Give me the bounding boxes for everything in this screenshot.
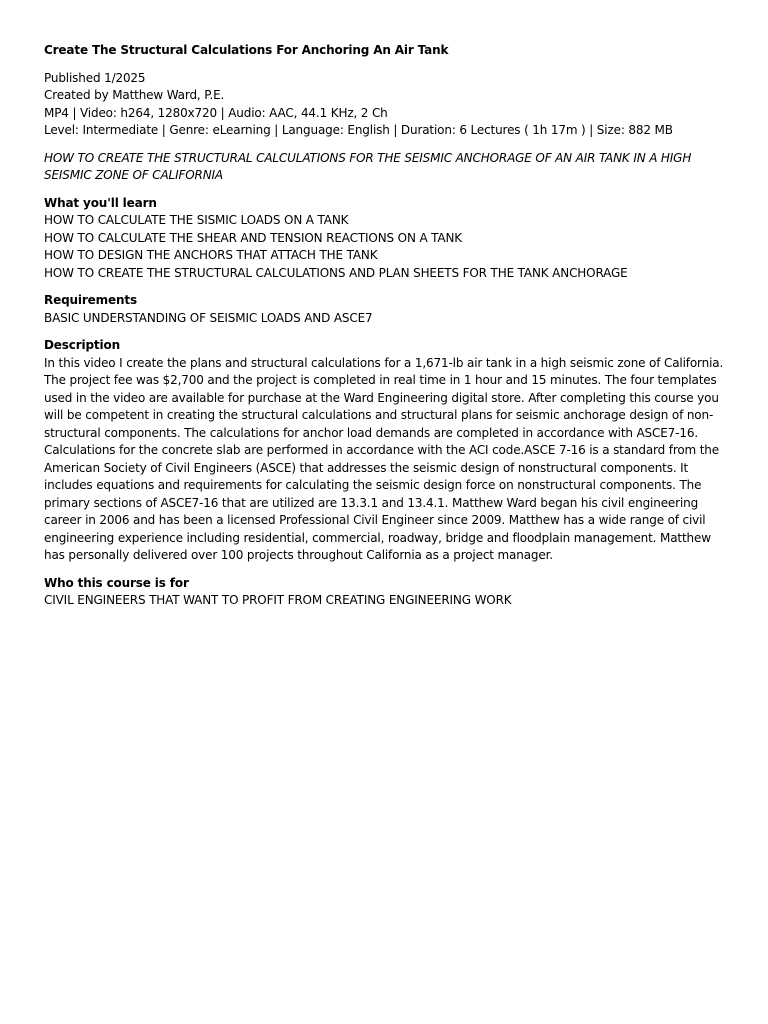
description-heading: Description — [44, 338, 120, 352]
requirements-heading: Requirements — [44, 293, 137, 307]
learn-item: HOW TO CALCULATE THE SISMIC LOADS ON A TANK — [44, 213, 349, 227]
learn-heading: What you'll learn — [44, 195, 157, 210]
format-line: MP4 | Video: h264, 1280x720 | Audio: AAC, 44.1 KHz, 2 Ch — [44, 105, 388, 120]
description-section — [44, 337, 724, 565]
requirements-section — [44, 292, 724, 327]
learn-section — [44, 195, 724, 283]
description-text: In this video I create the plans and structural calculations for a 1,671-lb air tank in a high seismic zone of California. The project fee was $2,700 and the project is completed in real time in 1 hour and 15 minutes. The four templates used in the video are available for purchase at the Ward Engineering digital store. After completing this course you will be competent in creating the structural calculations and structural plans for seismic anchorage design of non-structural components. The calculations for anchor load demands are completed in accordance with ASCE7-16. Calculations for the concrete slab are performed in accordance with the ACI code.ASCE 7-16 is a standard from the American Society of Civil Engineers (ASCE) that addresses the seismic design of nonstructural components. It includes equations and requirements for calculating the seismic design force on nonstructural components. The primary sections of ASCE7-16 that are utilized are 13.3.1 and 13.4.1. Matthew Ward began his civil engineering career in 2006 and has been a licensed Professional Civil Engineer since 2009. Matthew has a wide range of civil engineering experience including residential, commercial, roadway, bridge and floodplain management. Matthew has personally delivered over 100 projects throughout California as a project manager. — [44, 355, 724, 562]
document-title: Create The Structural Calculations For Anchoring An Air Tank — [44, 43, 449, 57]
author-line: Created by Matthew Ward, P.E. — [44, 88, 225, 102]
learn-item: HOW TO DESIGN THE ANCHORS THAT ATTACH THE TANK — [44, 248, 378, 262]
published-date: Published 1/2025 — [44, 70, 146, 85]
learn-item: HOW TO CALCULATE THE SHEAR AND TENSION REACTIONS ON A TANK — [44, 230, 463, 245]
audience-heading: Who this course is for — [44, 575, 189, 590]
course-subtitle: HOW TO CREATE THE STRUCTURAL CALCULATIONS FOR THE SEISMIC ANCHORAGE OF AN AIR TANK IN A HIGH SEISMIC ZONE OF CALIFORNIA — [44, 150, 692, 182]
requirement-item: BASIC UNDERSTANDING OF SEISMIC LOADS AND ASCE7 — [44, 310, 373, 325]
metadata-block — [44, 70, 724, 140]
level-line: Level: Intermediate | Genre: eLearning | Language: English | Duration: 6 Lectures ( 1h 17m ) | Size: 882 MB — [44, 123, 673, 137]
learn-item: HOW TO CREATE THE STRUCTURAL CALCULATIONS AND PLAN SHEETS FOR THE TANK ANCHORAGE — [44, 265, 628, 280]
audience-item: CIVIL ENGINEERS THAT WANT TO PROFIT FROM CREATING ENGINEERING WORK — [44, 593, 512, 607]
audience-section — [44, 575, 724, 610]
